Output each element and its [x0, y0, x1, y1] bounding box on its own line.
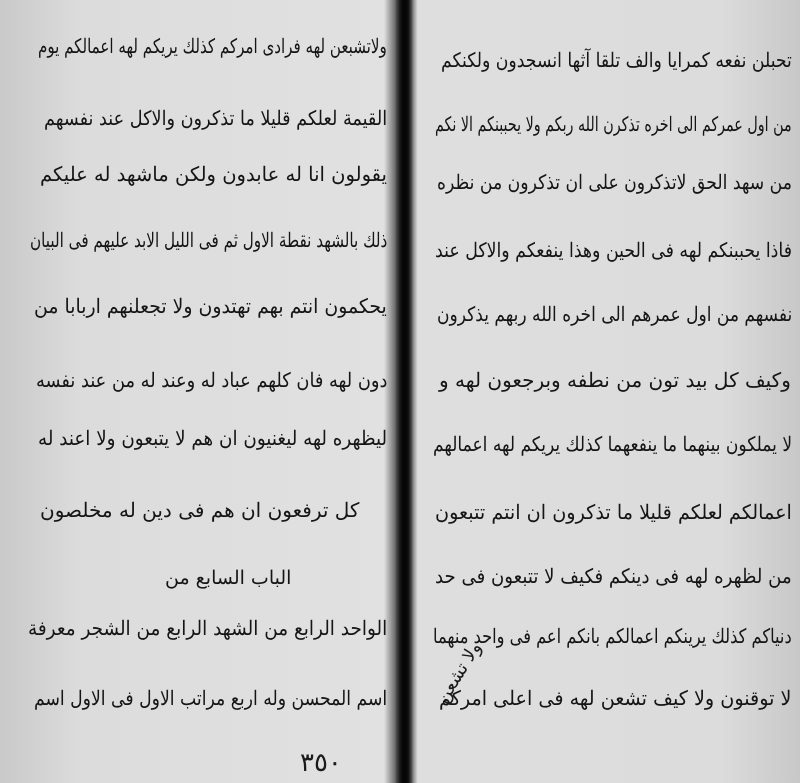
left-line-1: ولاتشبعن لهه فرادى امركم كذلك يريكم لهه اعمالكم يوم: [38, 34, 387, 58]
right-line-3: من سهد الحق لاتذكرون على ان تذكرون من نظره: [437, 170, 792, 194]
right-line-4: فاذا يحببنكم لهه فى الحين وهذا ينفعكم والاكل عند: [435, 238, 792, 262]
left-line-8: كل ترفعون ان هم فى دين له مخلصون: [40, 498, 360, 522]
left-page: [0, 0, 395, 783]
left-line-10: الواحد الرابع من الشهد الرابع من الشجر معرفة: [28, 616, 388, 640]
left-line-6: دون لهه فان كلهم عباد له وعند له من عند نفسه: [36, 368, 388, 392]
left-line-11: اسم المحسن وله اربع مراتب الاول فى الاول اسم: [34, 686, 388, 710]
book-gutter: [395, 0, 413, 783]
right-line-11: لا توقنون ولا كيف تشعن لهه فى اعلى امركم: [439, 686, 792, 710]
right-line-7: لا يملكون بينهما ما ينفعهما كذلك يريكم لهه اعمالهم: [433, 432, 793, 456]
catchword: ولا تشعن: [432, 638, 486, 708]
left-line-2: القيمة لعلكم قليلا ما تذكرون والاكل عند نفسهم: [44, 106, 388, 130]
right-line-1: تحبلن نفعه كمرايا والف تلقا آثها انسجدون ولكنكم: [441, 48, 792, 72]
left-line-4: ذلك بالشهد نقطة الاول ثم فى الليل الابد عليهم فى البيان: [30, 228, 388, 252]
right-line-2: من اول عمركم الى اخره تذكرن الله ربكم ولا يحببنكم الا نكم: [435, 112, 792, 136]
left-line-3: يقولون انا له عابدون ولكن ماشهد له عليكم: [40, 162, 388, 186]
left-line-5: يحكمون انتم بهم تهتدون ولا تجعلنهم اربابا من: [34, 294, 387, 318]
page-number: ٣٥٠: [300, 748, 342, 778]
right-line-5: نفسهم من اول عمرهم الى اخره الله ربهم يذكرون: [437, 302, 793, 326]
right-line-8: اعمالكم لعلكم قليلا ما تذكرون ان انتم تتبعون: [435, 500, 792, 524]
left-line-7: ليظهره لهه ليغنيون ان هم لا يتبعون ولا اعند له: [38, 426, 388, 450]
chapter-heading: الباب السابع من: [165, 567, 292, 589]
right-line-10: دنياكم كذلك يرينكم اعمالكم بانكم اعم فى واحد منهما: [433, 624, 792, 648]
right-line-6: وكيف كل بيد تون من نطفه وبرجعون لهه و: [439, 368, 791, 392]
right-line-9: من لظهره لهه فى دينكم فكيف لا تتبعون فى حد: [435, 564, 792, 588]
